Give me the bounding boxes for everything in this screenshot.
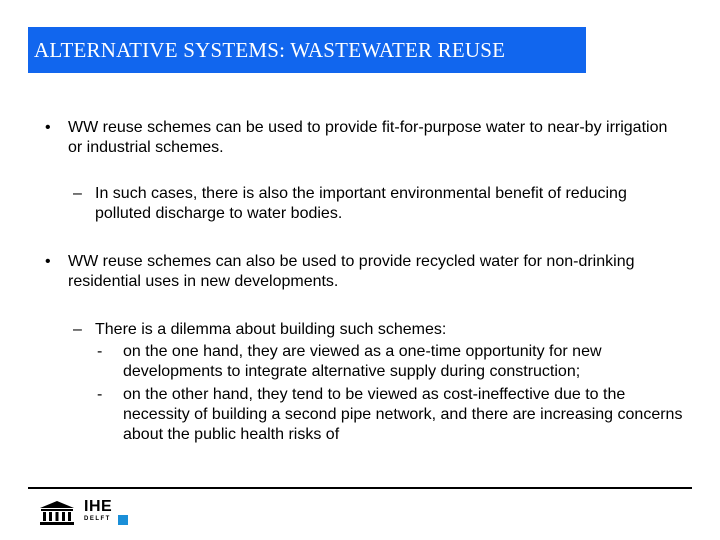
logo-accent-square: [118, 515, 128, 525]
slide-title: ALTERNATIVE SYSTEMS: WASTEWATER REUSE: [34, 38, 506, 62]
sub-bullet-2-text: There is a dilemma about building such schemes:: [95, 321, 447, 338]
institute-building-icon: [38, 500, 76, 526]
sub-bullet-marker: –: [73, 185, 82, 202]
dash-marker: -: [97, 386, 103, 403]
logo-text: IHE: [84, 498, 113, 515]
dash-item-2-text: on the other hand, they tend to be viewed as cost-ineffective due to the necessity of building a second pipe network, and there are increasing concerns about the public health risks of: [123, 386, 683, 443]
ihe-delft-logo: [38, 498, 138, 528]
title-banner: [28, 27, 586, 73]
bullet-marker: •: [45, 119, 51, 136]
sub-bullet-1-text: In such cases, there is also the important environmental benefit of reducing polluted discharge to water bodies.: [95, 185, 627, 222]
bullet-1-text: WW reuse schemes can be used to provide fit-for-purpose water to near-by irrigation or industrial schemes.: [68, 119, 668, 156]
dash-marker: -: [97, 343, 103, 360]
sub-bullet-marker: –: [73, 321, 82, 338]
footer-divider: [28, 487, 692, 489]
bullet-2-text: WW reuse schemes can also be used to provide recycled water for non-drinking residential uses in new developments.: [68, 253, 635, 290]
dash-item-1-text: on the one hand, they are viewed as a one-time opportunity for new developments to integrate alternative supply during construction;: [123, 343, 602, 380]
bullet-marker: •: [45, 253, 51, 270]
logo-subtext: DELFT: [84, 516, 111, 522]
